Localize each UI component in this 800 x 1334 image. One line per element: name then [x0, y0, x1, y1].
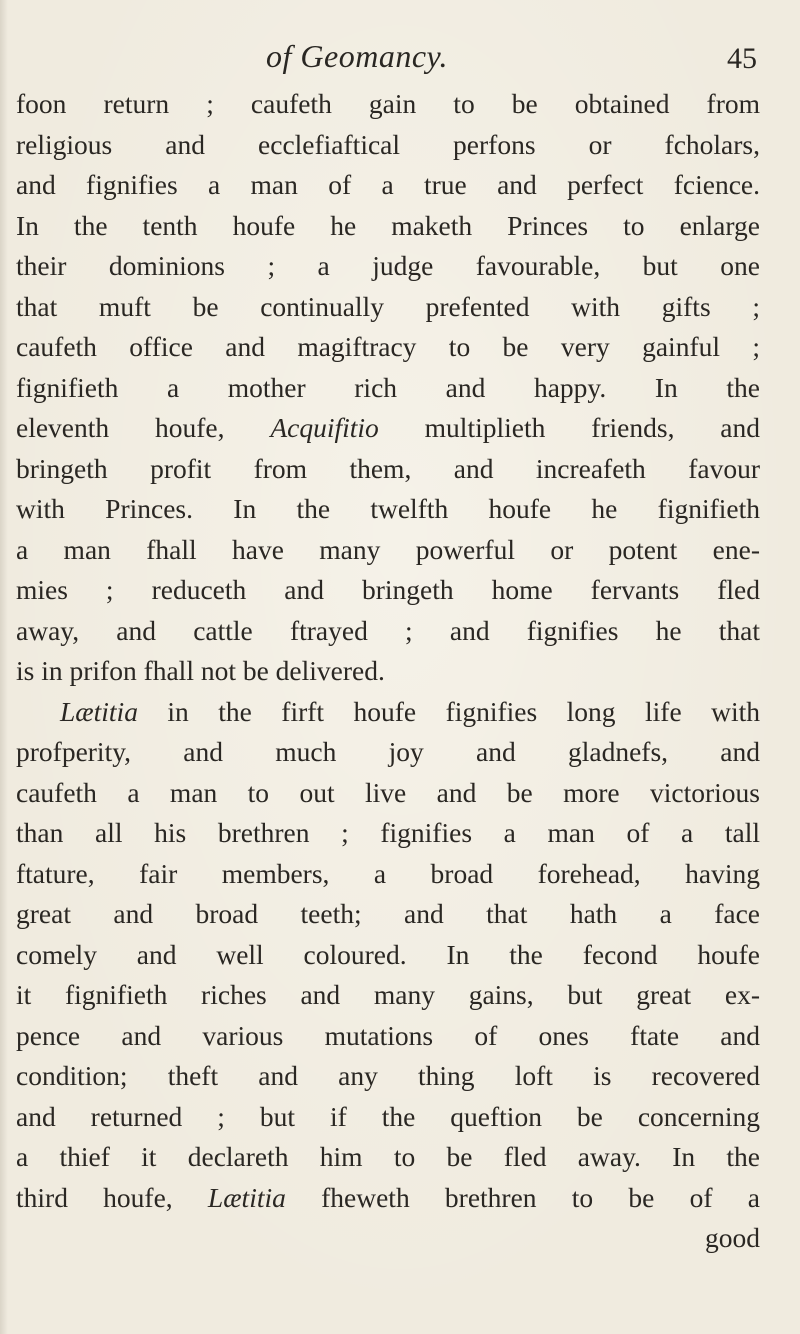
text-line — [16, 1016, 760, 1057]
italic-term: Lætitia — [60, 695, 138, 727]
text-line — [16, 246, 760, 287]
text-segment: condition; theft and any thing loft is recovered — [16, 1060, 760, 1091]
text-line — [16, 327, 760, 368]
text-segment: eleventh houfe, — [16, 412, 271, 443]
text-line — [16, 570, 760, 611]
text-segment: in the firft houfe fignifies long life with — [137, 695, 760, 727]
text-segment: foon return ; caufeth gain to be obtained from — [16, 88, 760, 119]
body-text — [16, 84, 760, 1259]
text-line — [16, 813, 760, 854]
text-line — [16, 84, 760, 125]
text-segment: caufeth a man to out live and be more victorious — [16, 776, 760, 808]
text-line — [16, 1137, 760, 1178]
text-segment: is in prifon fhall not be delivered. — [16, 655, 385, 686]
text-line — [16, 206, 760, 247]
text-line — [16, 489, 760, 530]
text-line — [16, 449, 760, 490]
text-line — [16, 165, 760, 206]
text-segment: than all his brethren ; fignifies a man of a tall — [16, 817, 760, 848]
text-segment: good — [705, 1222, 760, 1253]
text-segment: profperity, and much joy and gladnefs, and — [16, 736, 760, 767]
text-segment: a man fhall have many powerful or potent ene- — [16, 533, 760, 565]
text-line — [16, 408, 760, 449]
text-segment: ftature, fair members, a broad forehead, having — [16, 857, 760, 889]
text-segment: that muft be continually prefented with gifts ; — [16, 290, 760, 322]
page-gutter-shadow — [0, 0, 8, 1334]
text-segment: fheweth brethren to be of a — [285, 1181, 760, 1213]
italic-term: Lætitia — [207, 1181, 286, 1213]
text-line — [16, 732, 760, 773]
page-number: 45 — [727, 42, 757, 75]
text-line — [16, 368, 760, 409]
catchword — [16, 1218, 760, 1259]
text-line — [16, 854, 760, 895]
text-segment: and returned ; but if the queftion be concerning — [16, 1100, 760, 1132]
text-segment: In the tenth houfe he maketh Princes to enlarge — [16, 209, 760, 241]
text-segment: caufeth office and magiftracy to be very gainful ; — [16, 331, 760, 362]
text-segment: multiplieth friends, and — [378, 412, 760, 443]
text-segment: third houfe, — [16, 1181, 208, 1213]
text-line — [16, 975, 760, 1016]
text-segment: a thief it declareth him to be fled away. In the — [16, 1141, 760, 1172]
text-segment: comely and well coloured. In the fecond houfe — [16, 938, 760, 970]
text-segment: fignifieth a mother rich and happy. In the — [16, 371, 760, 403]
text-line — [16, 651, 760, 692]
text-line — [16, 894, 760, 935]
running-title: of Geomancy. — [266, 38, 448, 74]
text-segment: mies ; reduceth and bringeth home fervants fled — [16, 574, 760, 605]
text-line — [16, 611, 760, 652]
text-segment: pence and various mutations of ones ftate and — [16, 1019, 760, 1051]
text-line — [16, 530, 760, 571]
text-segment: their dominions ; a judge favourable, but one — [16, 250, 760, 281]
italic-term: Acquifitio — [270, 412, 379, 443]
text-line — [16, 773, 760, 814]
text-line — [16, 935, 760, 976]
text-line — [16, 1097, 760, 1138]
text-segment: religious and ecclefiaftical perfons or fcholars, — [16, 128, 760, 160]
text-line — [16, 287, 760, 328]
text-segment: away, and cattle ftrayed ; and fignifies he that — [16, 614, 760, 646]
page-header — [0, 38, 800, 82]
text-line — [16, 1056, 760, 1097]
text-line — [16, 125, 760, 166]
text-segment: bringeth profit from them, and increafeth favour — [16, 452, 760, 484]
text-segment: it fignifieth riches and many gains, but great ex- — [16, 979, 760, 1010]
text-segment: great and broad teeth; and that hath a face — [16, 898, 760, 929]
text-segment: with Princes. In the twelfth houfe he fignifieth — [16, 493, 760, 524]
text-line — [16, 1178, 760, 1219]
text-segment: and fignifies a man of a true and perfect fcience. — [16, 169, 760, 200]
text-line — [16, 692, 760, 733]
